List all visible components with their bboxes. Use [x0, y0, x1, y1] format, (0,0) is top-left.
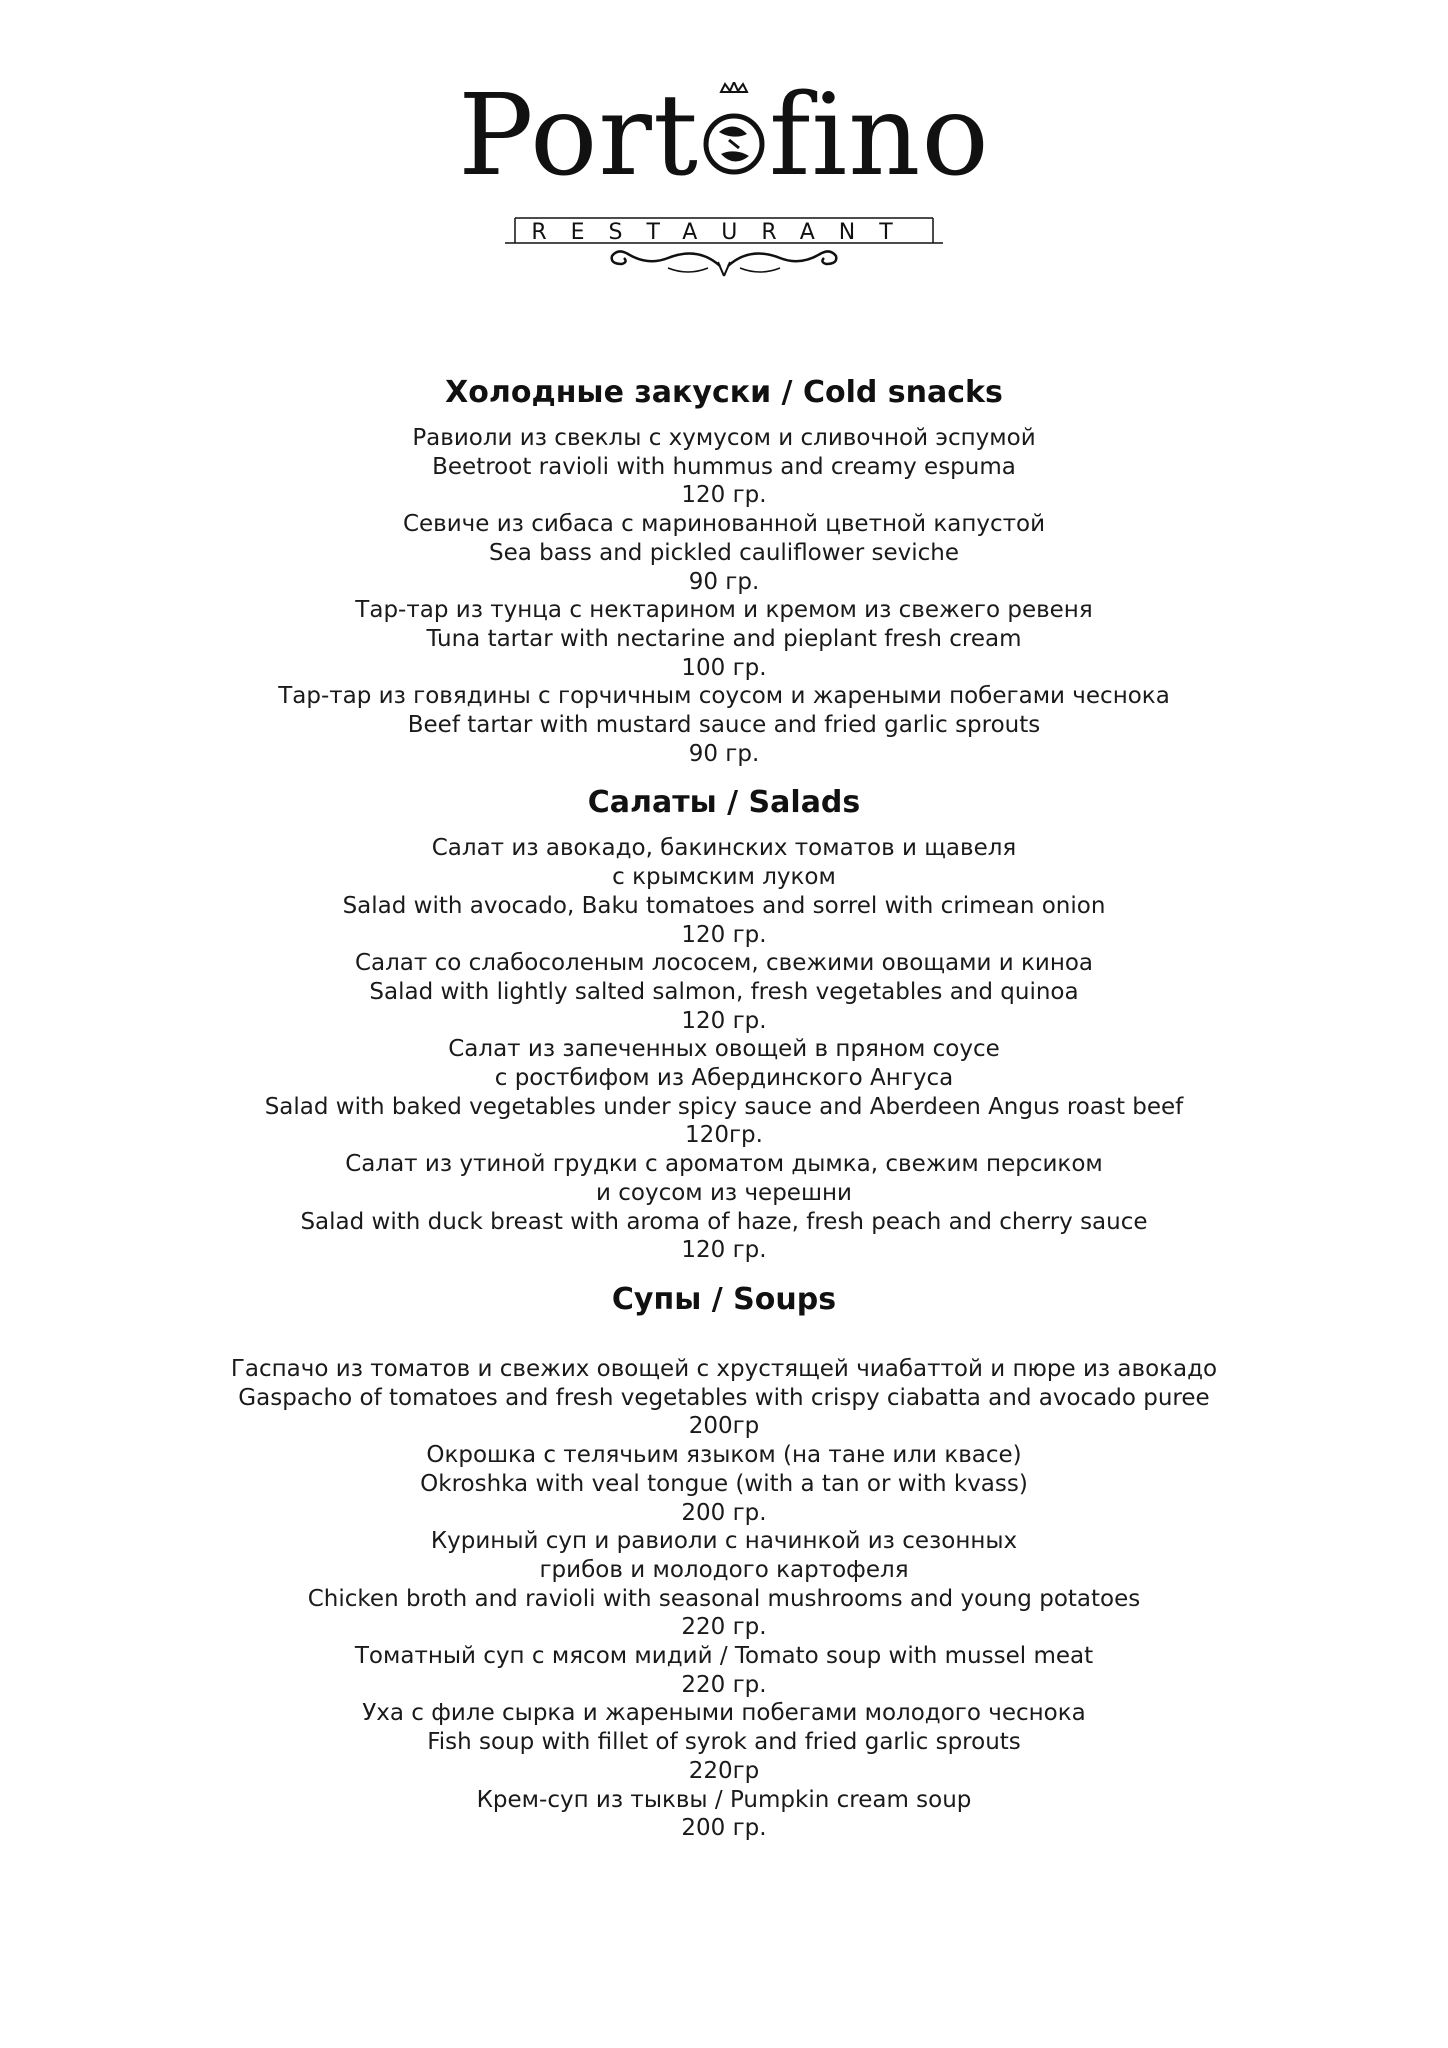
menu-line: с крымским луком — [612, 864, 836, 891]
section-title-cold-snacks: Холодные закуски / Cold snacks — [445, 375, 1003, 410]
menu-line: 120гр. — [685, 1122, 763, 1149]
menu-line: Salad with baked vegetables under spicy sauce and Aberdeen Angus roast beef — [264, 1093, 1184, 1120]
menu-line: Гаспачо из томатов и свежих овощей с хрустящей чиабаттой и пюре из авокадо — [230, 1355, 1218, 1382]
menu-line: 120 гр. — [681, 921, 767, 948]
menu-line: Beetroot ravioli with hummus and creamy espuma — [432, 453, 1016, 480]
logo-name-part-1: Port — [458, 71, 699, 201]
menu-line: 90 гр. — [688, 568, 760, 595]
menu-line: 120 гр. — [681, 1007, 767, 1034]
menu-line: Gaspacho of tomatoes and fresh vegetables with crispy ciabatta and avocado puree — [238, 1384, 1210, 1411]
menu-content — [0, 372, 1448, 1843]
menu-line: и соусом из черешни — [596, 1179, 852, 1206]
menu-line: 220гр — [688, 1757, 760, 1784]
menu-line: Уха с филе сырка и жареными побегами молодого чеснока — [362, 1700, 1086, 1727]
ornamental-flourish-icon — [608, 240, 840, 282]
menu-line: Fish soup with fillet of syrok and fried garlic sprouts — [427, 1729, 1021, 1756]
menu-line: Салат из запеченных овощей в пряном соусе — [448, 1036, 1000, 1063]
menu-line: 200гр — [688, 1413, 760, 1440]
menu-line: Тар-тар из говядины с горчичным соусом и жареными побегами чеснока — [278, 683, 1170, 710]
logo-subtitle: RESTAURANT — [531, 220, 917, 245]
menu-line: Севиче из сибаса с маринованной цветной капустой — [402, 511, 1046, 538]
menu-line: 220 гр. — [681, 1671, 767, 1698]
menu-line: грибов и молодого картофеля — [539, 1556, 909, 1583]
menu-line: Салат из авокадо, бакинских томатов и щавеля — [431, 835, 1017, 862]
menu-line: 220 гр. — [681, 1614, 767, 1641]
logo-name-part-2: fino — [768, 71, 990, 201]
section-title-salads: Салаты / Salads — [587, 785, 861, 821]
restaurant-logo — [0, 70, 1448, 295]
menu-line: 200 гр. — [681, 1815, 767, 1842]
menu-line: Салат из утиной грудки с ароматом дымка, свежим персиком — [345, 1151, 1103, 1178]
menu-line: Tuna tartar with nectarine and pieplant fresh cream — [426, 625, 1022, 652]
menu-line: Beef tartar with mustard sauce and fried garlic sprouts — [407, 712, 1041, 739]
menu-line: Куриный суп и равиоли с начинкой из сезонных — [430, 1528, 1018, 1555]
section-title-soups: Супы / Soups — [611, 1281, 837, 1317]
menu-line: Salad with duck breast with aroma of haze, fresh peach and cherry sauce — [300, 1208, 1148, 1235]
menu-line: Salad with lightly salted salmon, fresh vegetables and quinoa — [369, 978, 1079, 1005]
menu-line: Chicken broth and ravioli with seasonal mushrooms and young potatoes — [307, 1585, 1141, 1612]
menu-line: 100 гр. — [681, 654, 767, 681]
menu-line: Окрошка с телячьим языком (на тане или квасе) — [426, 1442, 1022, 1469]
menu-line: Крем-суп из тыквы / Pumpkin cream soup — [476, 1786, 972, 1813]
section-items-salads — [0, 834, 1448, 1265]
menu-line: Томатный суп с мясом мидий / Tomato soup with mussel meat — [354, 1643, 1094, 1670]
section-items-cold-snacks — [0, 424, 1448, 768]
menu-line: Sea bass and pickled cauliflower seviche — [488, 539, 959, 566]
menu-line: 90 гр. — [688, 740, 760, 767]
menu-line: с ростбифом из Абердинского Ангуса — [494, 1065, 954, 1092]
menu-line: Равиоли из свеклы с хумусом и сливочной эспумой — [412, 425, 1036, 451]
logo-wordmark — [0, 71, 1448, 201]
section-items-soups — [0, 1355, 1448, 1843]
menu-line: Okroshka with veal tongue (with a tan or with kvass) — [420, 1470, 1028, 1497]
menu-line: Салат со слабосоленым лососем, свежими овощами и киноа — [354, 950, 1094, 977]
menu-line: 120 гр. — [681, 482, 767, 509]
menu-line: 200 гр. — [681, 1499, 767, 1526]
menu-line: 120 гр. — [681, 1237, 767, 1264]
menu-line: Тар-тар из тунца с нектарином и кремом из свежего ревеня — [355, 597, 1093, 624]
menu-line: Salad with avocado, Baku tomatoes and sorrel with crimean onion — [342, 892, 1106, 919]
